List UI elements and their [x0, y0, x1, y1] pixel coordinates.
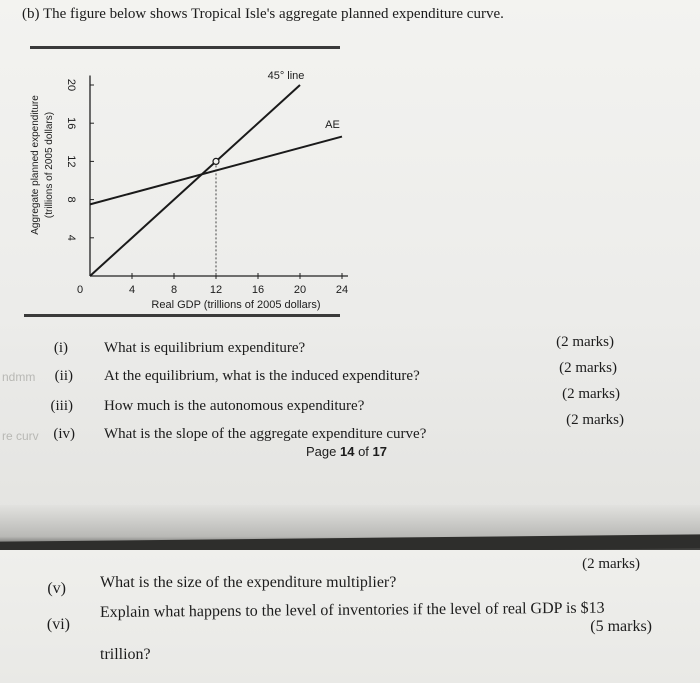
question-3-number: (iii) — [50, 398, 73, 414]
ae-label: AE — [325, 118, 340, 131]
x-tick-label: 8 — [170, 284, 178, 296]
question-3-marks: (2 marks) — [562, 386, 620, 402]
y-tick-label: 4 — [65, 234, 77, 241]
faint-margin-text-2: re curv — [2, 429, 39, 443]
y-tick-label: 12 — [65, 155, 77, 168]
y-tick-label: 8 — [65, 196, 77, 203]
question-4-marks: (2 marks) — [566, 412, 624, 428]
y-tick-label: 16 — [65, 117, 77, 130]
question-6-marks: (5 marks) — [590, 618, 652, 635]
chart-bottom-rule — [24, 314, 340, 317]
question-6-text-line1: Explain what happens to the level of inventories if the level of real GDP is $13 — [99, 599, 605, 621]
lower-page — [0, 550, 700, 683]
x-tick-label: 4 — [128, 284, 136, 296]
question-1-text: What is equilibrium expenditure? — [104, 340, 306, 356]
x-tick-label: 24 — [335, 284, 349, 296]
forty-five-degree-label: 45° line — [267, 70, 305, 82]
question-2-number: (ii) — [54, 368, 73, 384]
question-2-text: At the equilibrium, what is the induced expenditure? — [104, 368, 420, 384]
question-6-number: (vi) — [46, 616, 70, 633]
question-2-marks: (2 marks) — [559, 360, 617, 376]
question-4-number: (iv) — [53, 426, 75, 442]
question-heading: (b) The figure below shows Tropical Isle's aggregate planned expenditure curve. — [22, 6, 504, 22]
x-tick-label: 16 — [251, 284, 265, 296]
page-footer-prefix: Page — [306, 444, 340, 459]
origin-label: 0 — [76, 284, 84, 296]
faint-margin-text-1: ndmm — [2, 370, 36, 384]
forty-five-degree-line — [90, 85, 300, 276]
page-footer-middle: of — [354, 444, 373, 459]
question-3-text: How much is the autonomous expenditure? — [104, 398, 365, 414]
x-tick-label: 12 — [209, 284, 223, 296]
question-5-number: (v) — [47, 580, 66, 597]
equilibrium-point — [213, 158, 219, 164]
aggregate-expenditure-chart — [20, 55, 380, 325]
question-5-marks: (2 marks) — [582, 556, 640, 572]
y-axis-title: Aggregate planned expenditure — [30, 95, 41, 235]
question-4-text: What is the slope of the aggregate expenditure curve? — [104, 426, 427, 442]
y-axis-subtitle: (trillions of 2005 dollars) — [44, 111, 55, 219]
x-axis-title: Real GDP (trillions of 2005 dollars) — [151, 299, 321, 311]
question-1-number: (i) — [53, 340, 68, 356]
question-6-text-line2: trillion? — [100, 646, 151, 663]
y-tick-label: 20 — [65, 78, 77, 92]
page-number: 14 — [339, 444, 355, 459]
question-1-marks: (2 marks) — [556, 334, 614, 350]
question-5-text: What is the size of the expenditure multiplier? — [100, 574, 397, 591]
x-tick-label: 20 — [293, 284, 307, 296]
page-footer — [306, 444, 387, 459]
page-total: 17 — [372, 444, 387, 459]
top-rule — [30, 46, 340, 49]
